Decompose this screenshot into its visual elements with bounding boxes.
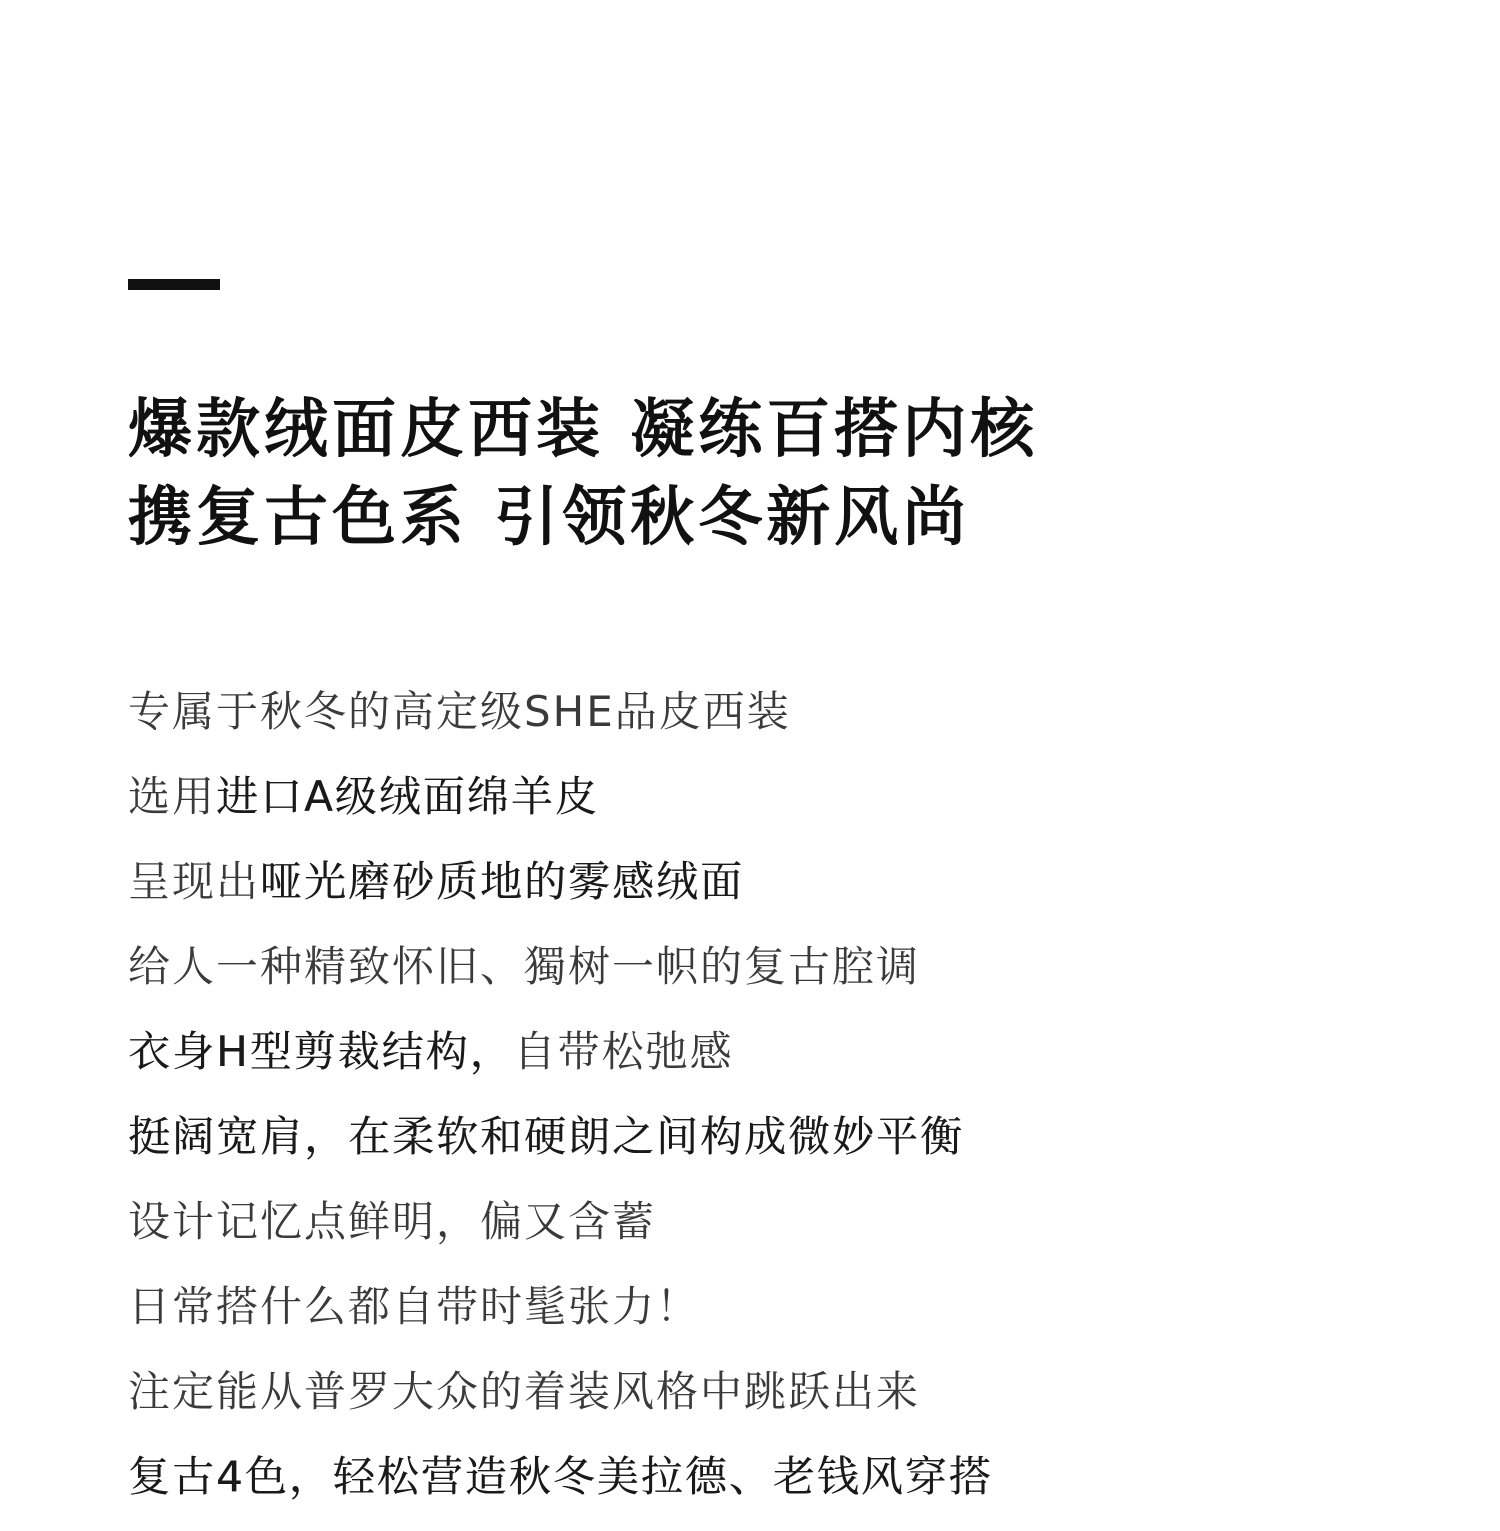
body-text-emphasis: 进口A级绒面绵羊皮	[216, 772, 599, 821]
body-text: 注定能从普罗大众的着装风格中跳跃出来	[128, 1367, 921, 1416]
headline-line-2: 携复古色系 引领秋冬新风尚	[128, 481, 971, 555]
body-text-emphasis: 复古4色，	[128, 1452, 333, 1501]
headline-line-1: 爆款绒面皮西装 凝练百搭内核	[128, 393, 1039, 467]
body-line	[128, 1106, 993, 1191]
body-copy	[128, 681, 993, 1531]
body-text-emphasis: 衣身H型剪裁结构，	[128, 1027, 514, 1076]
body-line	[128, 681, 993, 766]
body-text-emphasis: 轻松营造秋冬美拉德、老钱风穿搭	[332, 1452, 993, 1501]
body-line	[128, 1446, 993, 1531]
body-text: 设计记忆点鲜明，偏又含蓄	[128, 1197, 657, 1246]
body-text-emphasis: 挺阔宽肩，在柔软和硬朗之间构成微妙平衡	[128, 1112, 965, 1161]
body-text: 选用	[128, 772, 217, 821]
body-text: 专属于秋冬的高定级SHE品皮西装	[128, 687, 791, 736]
body-line	[128, 1191, 993, 1276]
body-line	[128, 851, 993, 936]
body-line	[128, 1021, 993, 1106]
body-line	[128, 1276, 993, 1361]
body-text: 日常搭什么都自带时髦张力！	[128, 1282, 701, 1331]
body-text: 自带松弛感	[513, 1027, 734, 1076]
body-text: 呈现出	[128, 857, 261, 906]
body-text-emphasis: 哑光磨砂质地的雾感绒面	[260, 857, 745, 906]
body-line	[128, 1361, 993, 1446]
body-text: 给人一种精致怀旧、獨树一帜的复古腔调	[128, 942, 921, 991]
headline	[128, 386, 1038, 562]
body-line	[128, 766, 993, 851]
body-line	[128, 936, 993, 1021]
accent-bar	[128, 279, 220, 290]
